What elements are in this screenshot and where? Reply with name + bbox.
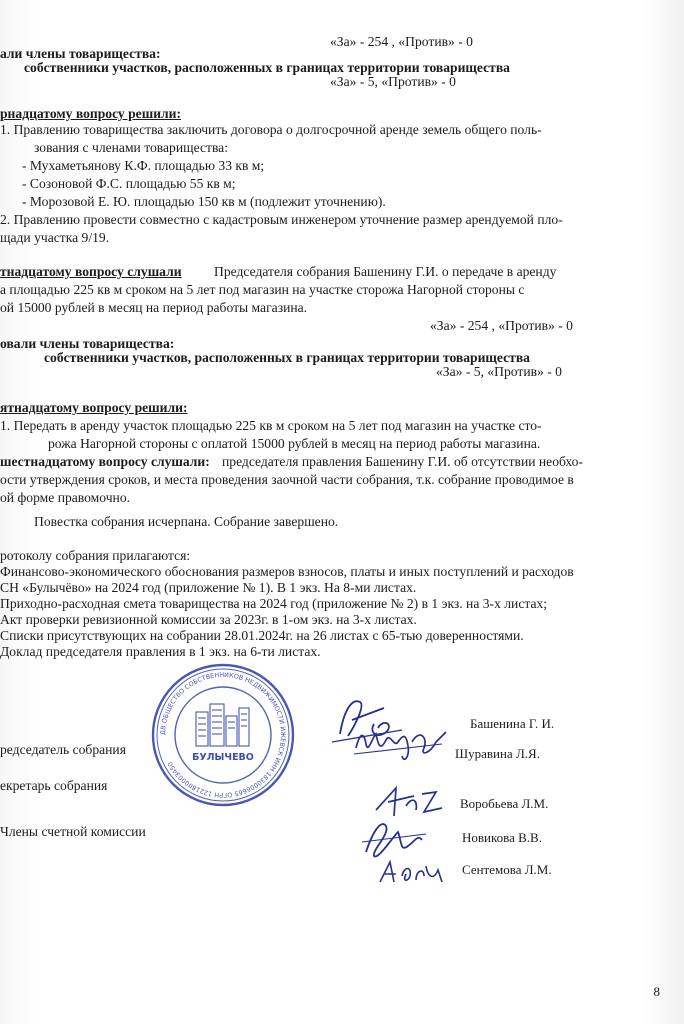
- text-line: Приходно-расходная смета товарищества на 2024 год (приложение № 2) в 1 экз. на 3-х листах;: [0, 596, 548, 611]
- text-line: собственники участков, расположенных в границах территории товарищества: [44, 350, 530, 365]
- signatory-name: Новикова В.В.: [462, 830, 542, 845]
- text-line: - Мухаметьянову К.Ф. площадью 33 кв м;: [22, 158, 265, 173]
- signature-role-label: Члены счетной комиссии: [0, 824, 146, 839]
- signatory-name: Воробьева Л.М.: [460, 796, 549, 811]
- signature-commission-3: [372, 852, 452, 892]
- signature-role-label: екретарь собрания: [0, 778, 108, 793]
- text-line: ой 15000 рублей в месяц на период работы магазина.: [0, 300, 308, 315]
- text-line: председателя правления Башенину Г.И. об отсутствии необхо-: [222, 454, 584, 469]
- text-line: СН «Булычёво» на 2024 год (приложение № 1). В 1 экз. На 8-ми листах.: [0, 580, 417, 595]
- text-line: рнадцатому вопросу решили:: [0, 106, 182, 121]
- text-line: собственники участков, расположенных в границах территории товарищества: [24, 60, 510, 75]
- text-line: Списки присутствующих на собрании 28.01.2024г. на 26 листах с 65-тью доверенностями.: [0, 628, 524, 643]
- text-line: 1. Передать в аренду участок площадью 225 кв м сроком на 5 лет под магазин на участке сто-: [0, 418, 542, 433]
- text-line: овали члены товарищества:: [0, 336, 175, 351]
- svg-text:ДВ ОБЩЕСТВО СОБСТВЕННИКОВ НЕДВ: ДВ ОБЩЕСТВО СОБСТВЕННИКОВ НЕДВИЖИМОСТИ ИЖЕВСК ИНН 1830006665 ОГРН 1221800003450: [158, 670, 288, 800]
- text-line: «За» - 254 , «Против» - 0: [330, 34, 473, 49]
- svg-text:БУЛЫЧЁВО: БУЛЫЧЁВО: [192, 752, 254, 763]
- text-line: ой форме правомочно.: [0, 490, 131, 505]
- text-line: Повестка собрания исчерпана. Собрание завершено.: [34, 514, 339, 529]
- text-line: шестнадцатому вопросу слушали:: [0, 454, 210, 469]
- signatory-name: Сентемова Л.М.: [462, 862, 552, 877]
- text-line: али члены товарищества:: [0, 46, 161, 61]
- text-line: - Созоновой Ф.С. площадью 55 кв м;: [22, 176, 236, 191]
- text-line: Доклад председателя правления в 1 экз. на 6-ти листах.: [0, 644, 321, 659]
- signatory-name: Башенина Г. И.: [470, 716, 555, 731]
- signature-role-label: редседатель собрания: [0, 742, 126, 757]
- text-line: ротоколу собрания прилагаются:: [0, 548, 191, 563]
- text-line: рожа Нагорной стороны с оплатой 15000 рублей в месяц на период работы магазина.: [48, 436, 541, 451]
- text-line: - Морозовой Е. Ю. площадью 150 кв м (подлежит уточнению).: [22, 194, 386, 209]
- text-line: «За» - 5, «Против» - 0: [436, 364, 562, 379]
- signatory-name: Шуравина Л.Я.: [455, 746, 540, 761]
- signature-secretary: [350, 718, 460, 768]
- text-line: Финансово-экономического обоснования размеров взносов, платы и иных поступлений и расходов: [0, 564, 574, 579]
- text-line: Председателя собрания Башенину Г.И. о передаче в аренду: [214, 264, 557, 279]
- text-line: Акт проверки ревизионной комиссии за 2023г. в 1-ом экз. на 3-х листах.: [0, 612, 417, 627]
- text-line: ости утверждения сроков, и места проведения заочной части собрания, т.к. собрание проводимое в: [0, 472, 574, 487]
- text-line: зования с членами товарищества:: [34, 140, 228, 155]
- text-line: ятнадцатому вопросу решили:: [0, 400, 188, 415]
- text-line: щади участка 9/19.: [0, 230, 110, 245]
- text-line: а площадью 225 кв м сроком на 5 лет под магазин на участке сторожа Нагорной стороны с: [0, 282, 525, 297]
- page-number: 8: [653, 984, 660, 999]
- text-line: «За» - 254 , «Против» - 0: [430, 318, 573, 333]
- text-line: 2. Правлению провести совместно с кадастровым инженером уточнение размер арендуемой пло-: [0, 212, 563, 227]
- text-line: тнадцатому вопросу слушали: [0, 264, 182, 279]
- text-line: 1. Правлению товарищества заключить договора о долгосрочной аренде земель общего поль-: [0, 122, 542, 137]
- organization-stamp: [148, 660, 298, 810]
- text-line: «За» - 5, «Против» - 0: [330, 74, 456, 89]
